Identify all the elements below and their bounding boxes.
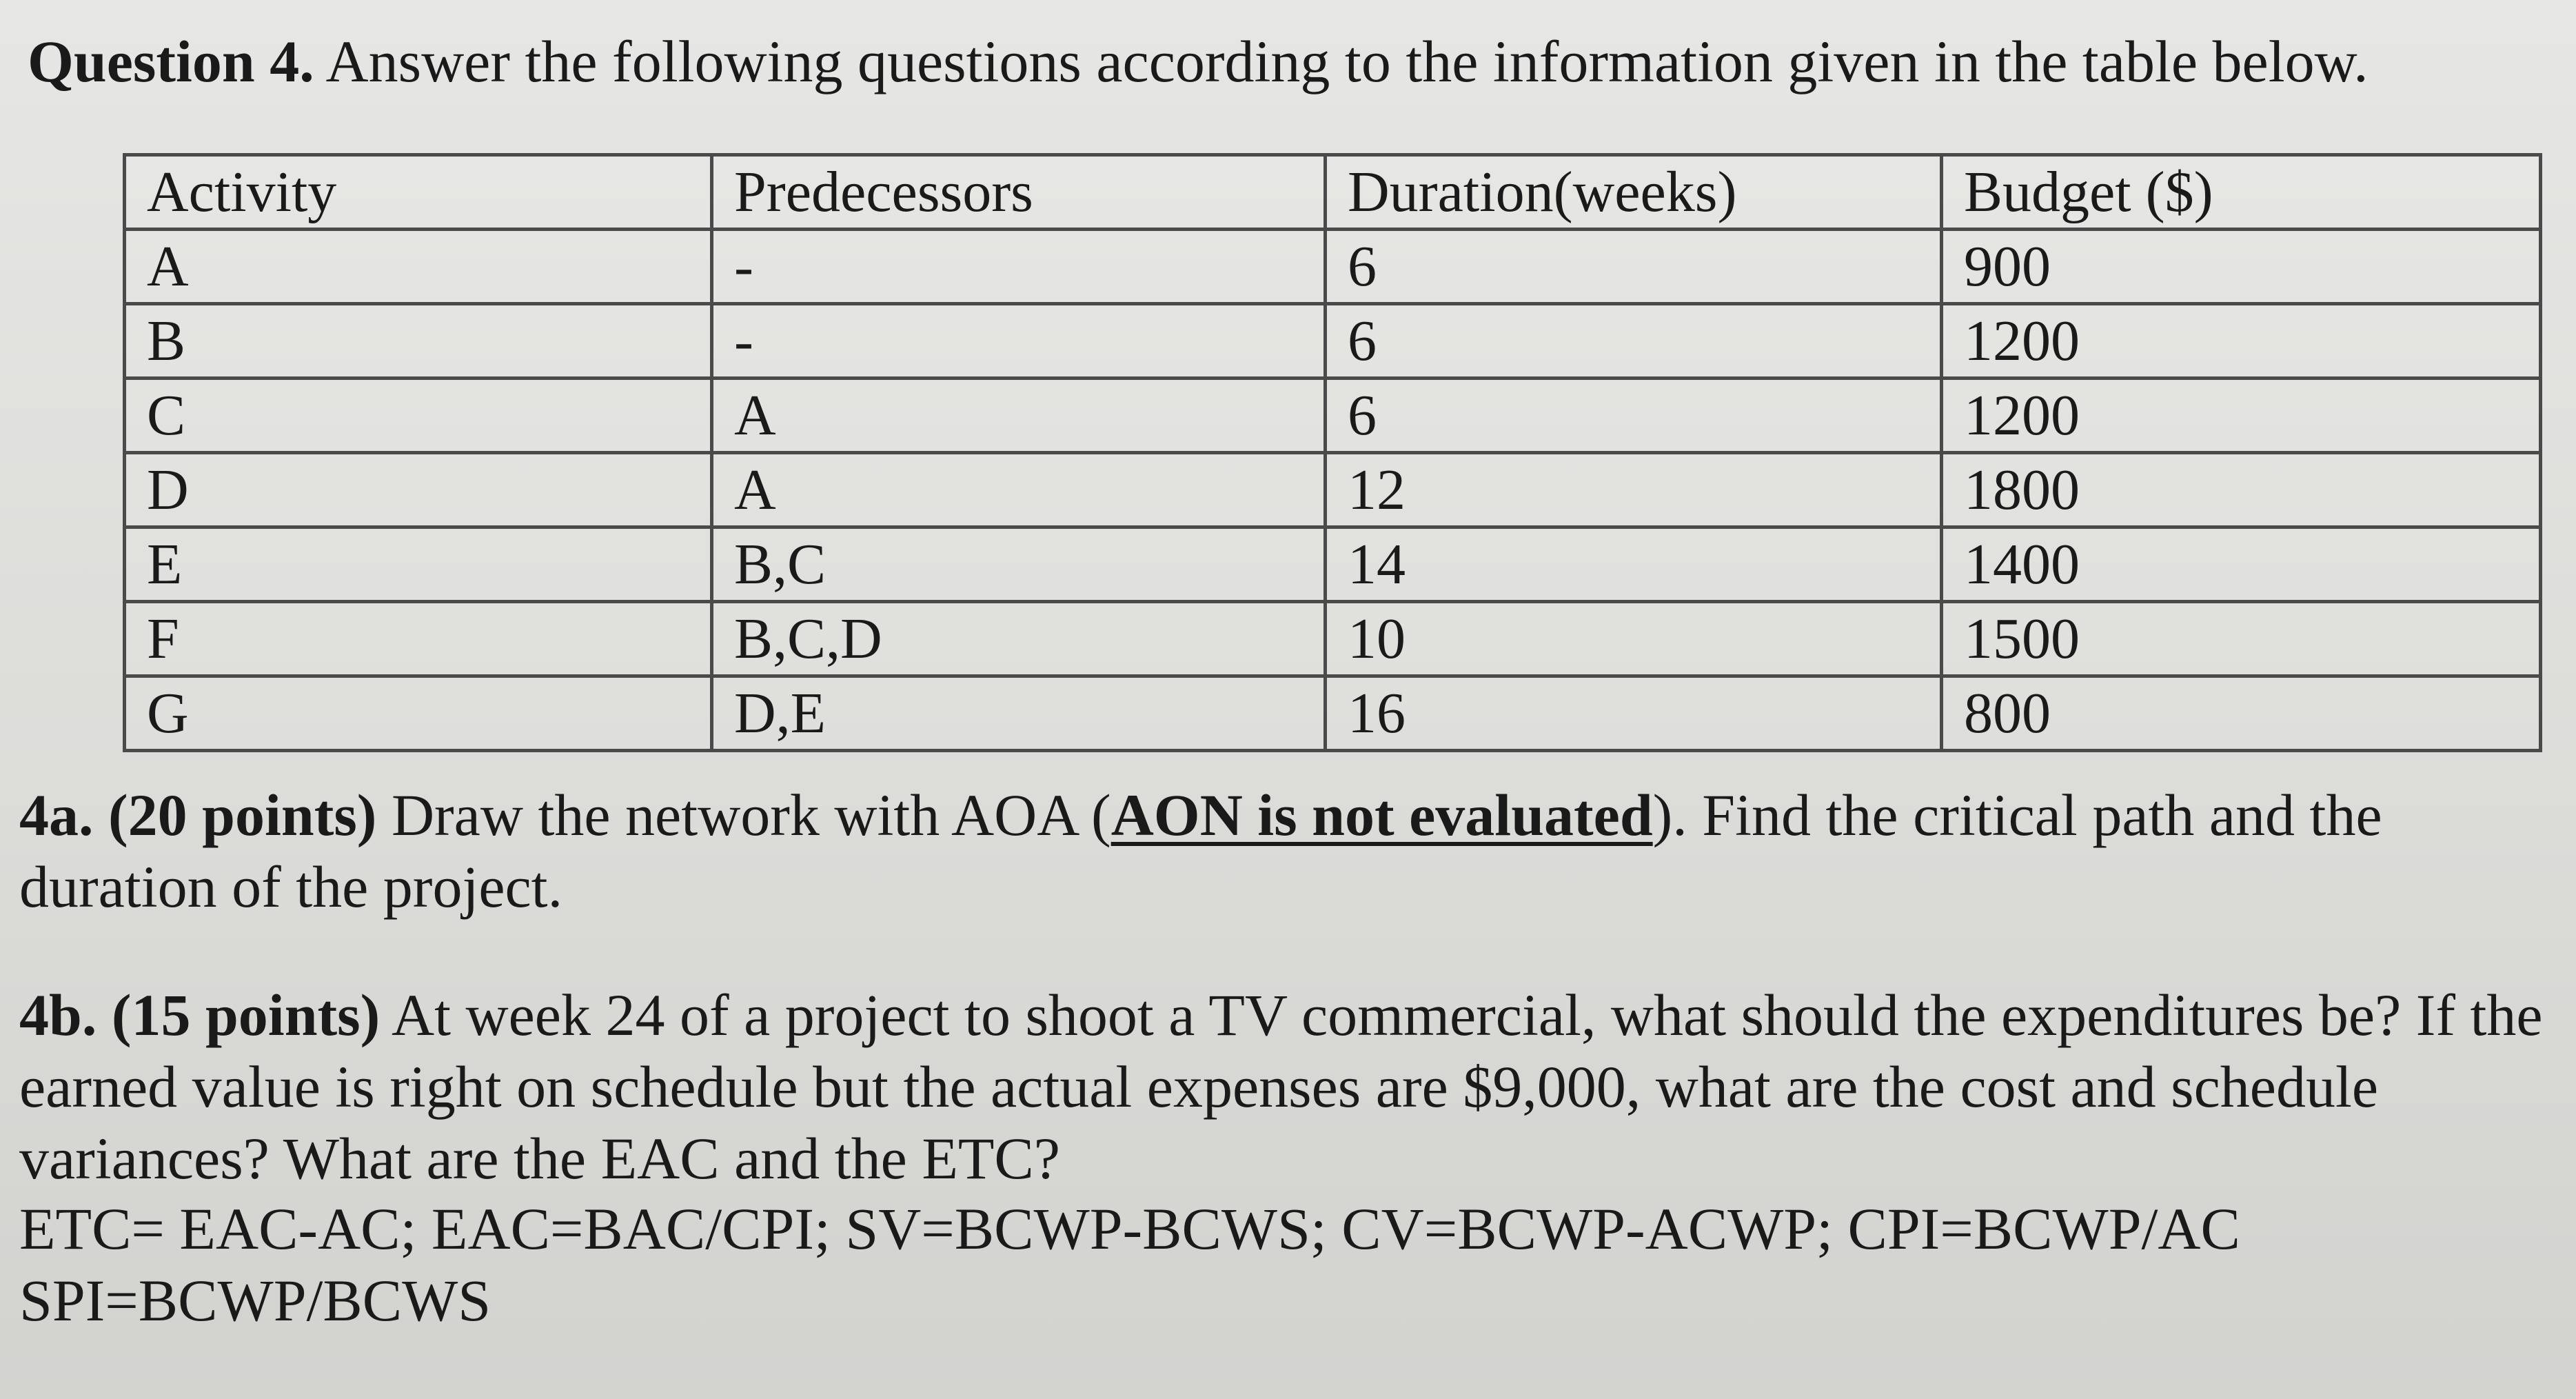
part-b-paragraph [19,979,2556,1194]
formula-block [19,1193,2556,1336]
cell-predecessors: B,C,D [712,602,1326,676]
question-number: Question 4. [28,28,314,94]
table-row [125,676,2541,751]
cell-budget: 1800 [1942,453,2541,527]
cell-activity: C [125,379,712,453]
formula-line-2: SPI=BCWP/BCWS [19,1267,491,1333]
cell-duration: 6 [1326,230,1942,304]
cell-duration: 10 [1326,602,1942,676]
cell-duration: 6 [1326,379,1942,453]
header-predecessors: Predecessors [712,155,1326,230]
table-row [125,304,2541,379]
part-b-text: At week 24 of a project to shoot a TV commercial, what should the expenditures be? If the earned value is right on schedule but the actual expenses are $9,000, what are the cost and schedule variances? What are the EAC and the ETC? [19,982,2543,1191]
cell-activity: B [125,304,712,379]
cell-budget: 1400 [1942,527,2541,602]
cell-budget: 1200 [1942,304,2541,379]
part-a-emphasis: AON is not evaluated [1110,782,1653,848]
cell-activity: F [125,602,712,676]
activity-table [123,153,2542,752]
table-row [125,379,2541,453]
header-budget: Budget ($) [1942,155,2541,230]
question-heading [28,28,2369,96]
table-row [125,602,2541,676]
cell-budget: 900 [1942,230,2541,304]
table-row [125,453,2541,527]
cell-activity: G [125,676,712,751]
header-duration: Duration(weeks) [1326,155,1942,230]
cell-predecessors: A [712,379,1326,453]
cell-activity: D [125,453,712,527]
cell-activity: E [125,527,712,602]
cell-predecessors: D,E [712,676,1326,751]
part-a-text-after: ). Find the critical path and the duration of the project. [19,782,2382,920]
table-row [125,230,2541,304]
cell-duration: 12 [1326,453,1942,527]
question-text: Answer the following questions according to the information given in the table below. [325,28,2369,94]
cell-duration: 6 [1326,304,1942,379]
header-activity: Activity [125,155,712,230]
part-a-text-before: Draw the network with AOA ( [376,782,1111,848]
cell-duration: 14 [1326,527,1942,602]
part-a-label: 4a. (20 points) [19,782,377,848]
cell-predecessors: A [712,453,1326,527]
cell-budget: 800 [1942,676,2541,751]
cell-budget: 1200 [1942,379,2541,453]
part-a-paragraph [19,779,2556,923]
table-header-row [125,155,2541,230]
table-row [125,527,2541,602]
formula-line-1: ETC= EAC-AC; EAC=BAC/CPI; SV=BCWP-BCWS; CV=BCWP-ACWP; CPI=BCWP/AC [19,1196,2240,1262]
cell-duration: 16 [1326,676,1942,751]
cell-predecessors: - [712,304,1326,379]
cell-budget: 1500 [1942,602,2541,676]
cell-activity: A [125,230,712,304]
cell-predecessors: - [712,230,1326,304]
part-b-label: 4b. (15 points) [19,982,381,1048]
cell-predecessors: B,C [712,527,1326,602]
